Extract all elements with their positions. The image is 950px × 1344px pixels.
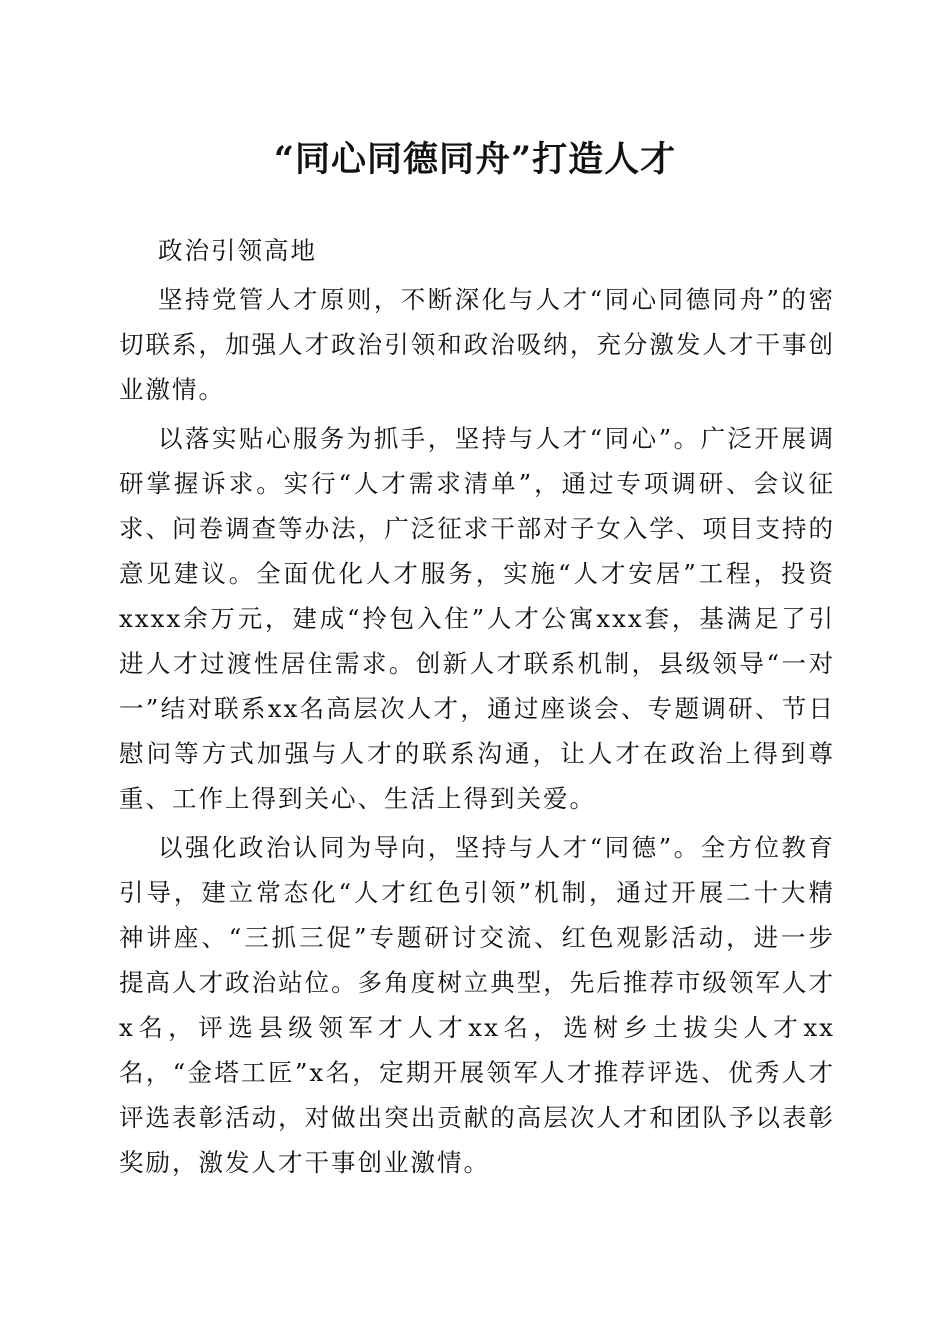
- section-heading: 政治引领高地: [158, 236, 317, 265]
- paragraph-2: 以落实贴心服务为抓手，坚持与人才“同心”。广泛开展调研掌握诉求。实行“人才需求清单”，通过专项调研、会议征求、问卷调查等办法，广泛征求干部对子女入学、项目支持的意见建议。全面优化人才服务，实施“人才安居”工程，投资xxxx余万元，建成“拎包入住”人才公寓xxx套，基满足了引进人才过渡性居住需求。创新人才联系机制，县级领导“一对一”结对联系xx名高层次人才，通过座谈会、专题调研、节日慰问等方式加强与人才的联系沟通，让人才在政治上得到尊重、工作上得到关心、生活上得到关爱。: [119, 424, 835, 813]
- paragraph-3: 以强化政治认同为导向，坚持与人才“同德”。全方位教育引导，建立常态化“人才红色引领”机制，通过开展二十大精神讲座、“三抓三促”专题研讨交流、红色观影活动，进一步提高人才政治站位。多角度树立典型，先后推荐市级领军人才x名，评选县级领军才人才xx名，选树乡土拔尖人才xx名，“金塔工匠”x名，定期开展领军人才推荐评选、优秀人才评选表彰活动，对做出突出贡献的高层次人才和团队予以表彰奖励，激发人才干事创业激情。: [119, 833, 835, 1177]
- document-title: “同心同德同舟”打造人才: [273, 139, 677, 180]
- paragraph-1: 坚持党管人才原则，不断深化与人才“同心同德同舟”的密切联系，加强人才政治引领和政治吸纳，充分激发人才干事创业激情。: [119, 285, 835, 404]
- document-body: [119, 228, 835, 1189]
